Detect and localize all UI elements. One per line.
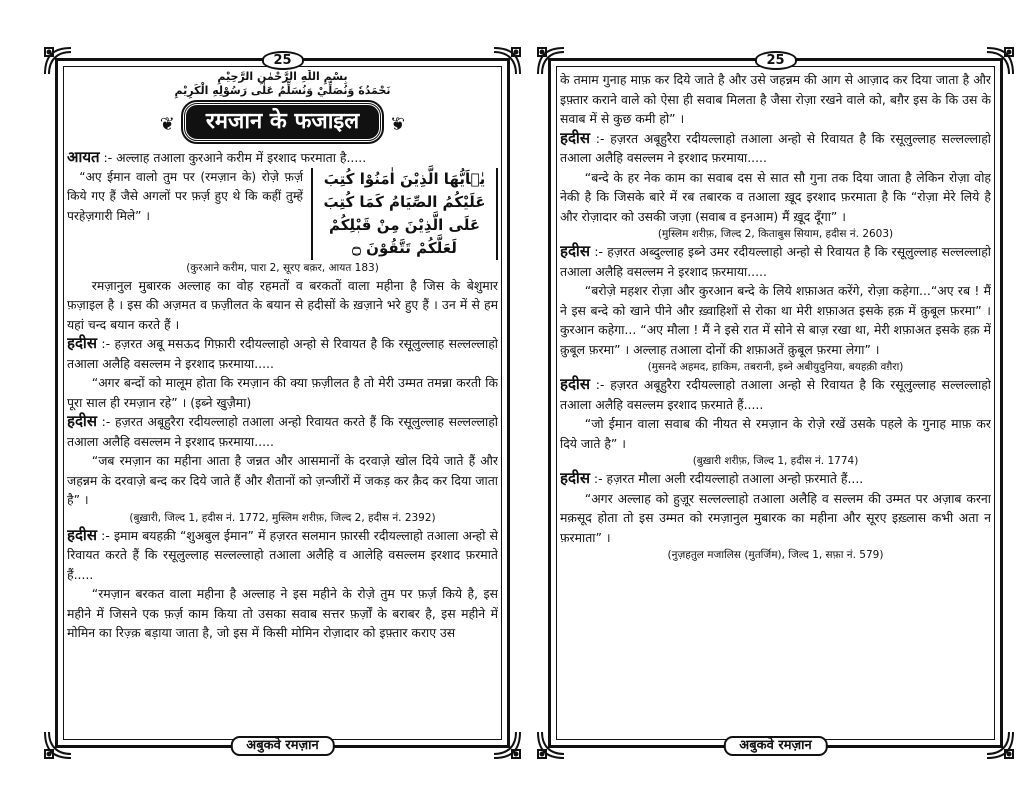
hadees-6-quote: “जो ईमान वाला सवाब की नीयत से रमज़ान के रोज़े रखें उसके पहले के गुनाह माफ़ कर दिये जाते है” । (560, 416, 991, 451)
running-footer: अबुकवे रमज़ान (723, 736, 827, 756)
continued-paragraph: के तमाम गुनाह माफ़ कर दिये जाते है और उसे जहन्नम की आग से आज़ाद कर दिया जाता है और इफ़्तार कराने वाले को ऐसा ही सवाब मिलता है जैसा रोज़ा रखने वाले को, बग़ैर इस के कि उस के सवाब में से कुछ कमी हो” । (560, 72, 991, 126)
ayat-intro: आयत :- अल्लाह तआला कुरआने करीम में इरशाद फरमाता है..... (67, 148, 367, 166)
hadees-7-reference: (नुज़हतुल मजालिस (मुतर्जिम), जिल्द 1, सफ़ा नं. 579) (667, 549, 884, 561)
page-number: 25 (754, 51, 796, 70)
hadees-2-quote: “जब रमज़ान का महीना आता है जन्नत और आसमानों के दरवाज़े खोल दिये जाते हैं और जहन्नम के दरवाज़े बन्द कर दिये जाते हैं और शैतानों को ज़न्जीरों में जकड़ कर क़ैद कर दिया जाता है” । (67, 453, 498, 507)
chapter-title: रमजान के फजाइल (183, 102, 382, 142)
hadees-2-intro: हदीस :- हज़रत अबूहुरैरा रदीयल्लाहो तआला अन्हो रिवायत करते हैं कि रसूलुल्लाह सल्लल्लाहो तआला अलैहि वसल्लम ने इरशाद फ़रमाया..... (67, 412, 498, 449)
right-page (548, 53, 1003, 753)
hadees-label: हदीस (560, 469, 590, 487)
left-page (55, 53, 510, 753)
hadees-4-reference: (मुस्लिम शरीफ़, जिल्द 2, किताबुस सियाम, हदीस नं. 2603) (657, 228, 894, 240)
hadees-3-quote: “रमज़ान बरकत वाला महीना है अल्लाह ने इस महीने के रोज़े तुम पर फ़र्ज़ किये है, इस महीने में जिसने एक फ़र्ज़ काम किया तो उसका सवाब सत्तर फ़र्ज़ों के बराबर है, इस महीने में मोमिन का रिज़्क़ बड़ाया जाता है, जो इस में किसी मोमिन रोज़ादार को इफ़्तार कराए उस (67, 586, 498, 640)
intro-paragraph: रमज़ानुल मुबारक अल्लाह का वोह रहमतों व बरकतों वाला महीना है जिस के बेशुमार फ़ज़ाइल है । इस की अज़मत व फ़ज़ीलत के बयान से हदीसों के ख़ज़ाने भरे हुए हैं । उन में से हम यहां चन्द बयान करते हैं । (67, 277, 498, 332)
verse-reference: (कुरआने करीम, पारा 2, सूरए बक़र, आयत 183) (186, 261, 379, 274)
hadees-label: हदीस (67, 525, 97, 544)
hadees-label: हदीस (560, 375, 590, 393)
corner-ornament-icon (43, 730, 73, 760)
hadees-5-reference: (मुसनदे अहमद, हाकिम, तबरानी, इब्ने अबीयुदुनिया, बयहक़ी वग़ैरा) (647, 361, 904, 373)
ayat-label: आयत (67, 148, 100, 166)
hadees-2-reference: (बुख़ारी, जिल्द 1, हदीस नं. 1772, मुस्लिम शरीफ़, जिल्द 2, हदीस नं. 2392) (129, 511, 436, 524)
hadees-6-reference: (बुख़ारी शरीफ़, जिल्द 1, हदीस नं. 1774) (692, 455, 859, 467)
bismillah: بِسْمِ اللّٰهِ الرَّحْمٰنِ الرَّحِيْمِ (217, 70, 348, 83)
hadees-6-intro: हदीस :- हज़रत अबूहुरैरा रदीयल्लाहो तआला अन्हो से रिवायत है कि रसूलुल्लाह सल्लल्लाहो तआला अलैहि वसल्लम इरशाद फ़रमाते हैं..... (560, 375, 991, 412)
hadees-4-intro: हदीस :- हज़रत अबूहुरैरा रदीयल्लाहो तआला अन्हो से रिवायत है कि रसूलुल्लाह सल्लल्लाहो तआला अलैहि वसल्लम ने इरशाद फ़रमाया..... (560, 128, 991, 165)
verse-arabic: يٰۤاَيُّهَا الَّذِيْنَ اٰمَنُوْا كُتِبَ عَلَيْكُمُ الصِّيَامُ كَمَا كُتِبَ عَلَى الَّذِيْنَ مِنْ قَبْلِكُمْ لَعَلَّكُمْ تَتَّقُوْنَ ۝ (311, 168, 498, 260)
hadees-1-intro: हदीस :- हज़रत अबू मसऊद गिफ़ारी रदीयल्लाहो अन्हो से रिवायत है कि रसूलुल्लाह सल्लल्लाहो तआला अलैहि वसल्लम ने इरशाद फ़रमाया..... (67, 334, 498, 371)
page-number: 25 (261, 51, 303, 70)
verse-translation: “अए ईमान वालो तुम पर (रमज़ान के) रोज़े फ़र्ज़ किये गए हैं जैसे अगलों पर फ़र्ज़ हुए थे कि कहीं तुम्हें परहेज़गारी मिले” । (67, 169, 303, 223)
verse-block (67, 168, 498, 260)
hadees-5-quote: “बरोज़े महशर रोज़ा और कुरआन बन्दे के लिये शफ़ाअत करेंगे, रोज़ा कहेगा...“अए रब ! मैं ने इस बन्दे को खाने पीने और ख़्वाहिशों से रोका था मेरी शफ़ाअत इसके हक़ में क़ुबूल फ़रमा” । कुरआन कहेगा... “अए मौला ! मैं ने इसे रात में सोने से बाज़ रखा था, मेरी शफ़ाअत इसके हक़ में क़ुबूल फ़रमा” । अल्लाह तआला दोनों की शफ़ाअतें क़ुबूल फ़रमा लेगा” । (560, 283, 991, 357)
corner-ornament-icon (985, 730, 1015, 760)
hadees-label: हदीस (560, 242, 590, 260)
page-content (67, 70, 498, 734)
corner-ornament-icon (536, 730, 566, 760)
title-flourish-icon: ❦ (390, 113, 406, 135)
page-content (560, 70, 991, 734)
hadees-4-quote: “बन्दे के हर नेक काम का सवाब दस से सात सौ गुना तक दिया जाता है लेकिन रोज़ा वोह नेकी है कि जिसके बारे में रब तबारक व तआला ख़ूद इरशाद फ़रमाता है कि “रोज़ा मेरे लिये है और रोज़ादार को उसकी जज़ा (सवाब व इनआम) मैं ख़ूद दूँगा” । (560, 169, 991, 224)
hadees-5-intro: हदीस :- हज़रत अब्दुल्लाह इब्ने उमर रदीयल्लाहो अन्हो से रिवायत है कि रसूलुल्लाह सल्लल्लाहो तआला अलैहि वसल्लम ने इरशाद फ़रमाया..... (560, 242, 991, 279)
salutation: نَحْمَدُهٗ وَنُصَلِّيْ وَنُسَلِّمُ عَلٰى رَسُوْلِهِ الْكَرِيْمِ (174, 84, 391, 97)
hadees-1-quote: “अगर बन्दों को मालूम होता कि रमज़ान की क्या फ़ज़ीलत है तो मेरी उम्मत तमन्ना करती कि पूरा साल ही रमज़ान रहे” । (इब्ने खुज़ैमा) (67, 375, 498, 410)
corner-ornament-icon (492, 730, 522, 760)
title-flourish-icon: ❦ (159, 113, 175, 135)
title-block (67, 102, 498, 142)
hadees-7-intro: हदीस :- हज़रत मौला अली रदीयल्लाहो तआला अन्हो फ़रमाते हैं.... (560, 469, 864, 487)
hadees-label: हदीस (67, 334, 97, 352)
running-footer: अबुकवे रमज़ान (230, 736, 334, 756)
hadees-label: हदीस (67, 412, 97, 430)
hadees-3-intro: हदीस :- इमाम बयहक़ी “शुअबुल ईमान” में हज़रत सलमान फ़ारसी रदीयल्लाहो तआला अन्हो से रिवायत करते हैं कि रसूलुल्लाह सल्लल्लाहो तआला अलैहि व आलेहि वसल्लम इरशाद फ़रमाते हैं..... (67, 525, 498, 582)
hadees-label: हदीस (560, 128, 590, 147)
hadees-7-quote: “अगर अल्लाह को हुज़ूर सल्लल्लाहो तआला अलैहि व सल्लम की उम्मत पर अज़ाब करना मक़सूद होता तो इस उम्मत को रमज़ानुल मुबारक का महीना और सूरए इख़्लास कभी अता न फ़रमाता” । (560, 490, 991, 545)
